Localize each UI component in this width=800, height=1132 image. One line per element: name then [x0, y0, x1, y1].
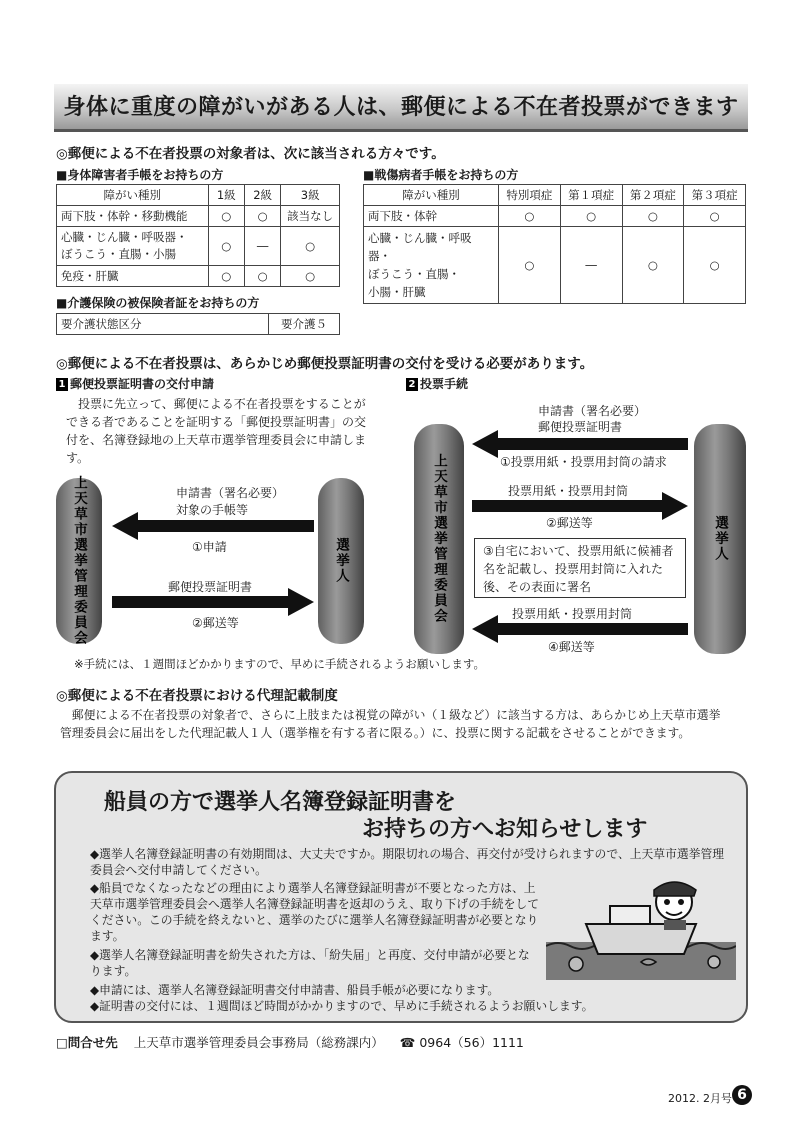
- arrow-step: ①申請: [192, 540, 227, 554]
- table-header: 障がい種別: [57, 185, 209, 206]
- table-cell: 両下肢・体幹: [364, 206, 499, 227]
- table-header: 第１項症: [560, 185, 622, 206]
- table-cell: 要介護状態区分: [57, 314, 269, 335]
- table-cell: ○: [622, 227, 684, 304]
- table-cell: 両下肢・体幹・移動機能: [57, 206, 209, 227]
- step1-voter-pillar: [318, 478, 364, 644]
- table-cell: 要介護５: [269, 314, 340, 335]
- step3-box: ③自宅において、投票用紙に候補者名を記載し、投票用封筒に入れた後、その表面に署名: [474, 538, 686, 598]
- pillar-label: 選挙人: [712, 515, 728, 563]
- table-header: 第２項症: [622, 185, 684, 206]
- notice-item: ◆選挙人名簿登録証明書を紛失された方は、「紛失届」と再度、交付申請が必要となります。: [90, 948, 530, 978]
- care-table: [56, 313, 340, 335]
- table-cell: ○: [499, 206, 561, 227]
- pillar-label: 選挙人: [333, 537, 349, 585]
- contact-office: 上天草市選挙管理委員会事務局（総務課内）: [133, 1035, 384, 1050]
- step2-heading: [406, 375, 468, 392]
- table-header: 第３項症: [684, 185, 746, 206]
- arrow-step: ②郵送等: [192, 616, 239, 630]
- table-cell: ○: [208, 227, 244, 266]
- notice-title-line1: 船員の方で選挙人名簿登録証明書を: [104, 790, 457, 815]
- table-cell: ○: [684, 227, 746, 304]
- step1-committee-pillar: [56, 475, 102, 647]
- step1-title: 郵便投票証明書の交付申請: [70, 377, 215, 391]
- war-table-caption: ■戦傷病者手帳をお持ちの方: [363, 168, 519, 182]
- table-cell: ○: [244, 206, 280, 227]
- table-cell: ○: [560, 206, 622, 227]
- contact-line: [56, 1033, 524, 1051]
- disability-table-caption: ■身体障害者手帳をお持ちの方: [56, 168, 224, 182]
- table-cell: ○: [281, 227, 340, 266]
- step-number-badge: 2: [406, 378, 418, 391]
- arrow-label: 申請書（署名必要）: [176, 486, 285, 500]
- step2-title: 投票手続: [420, 377, 469, 391]
- arrow-step: ①投票用紙・投票用封筒の請求: [500, 455, 667, 469]
- arrow-label: 申請書（署名必要）: [538, 404, 647, 418]
- table-cell: 心臓・じん臓・呼吸器・ ぼうこう・直腸・ 小腸・肝臓: [364, 227, 499, 304]
- notice-item: ◆船員でなくなったなどの理由により選挙人名簿登録証明書が不要となった方は、上天草市選挙管理委員会へ選挙人名簿登録証明書を返却のうえ、取り下げの手続をしてください。この手続を終えないと、選挙のたびに選挙人名簿登録証明書が必要となります。: [90, 881, 539, 943]
- notice-item: ◆選挙人名簿登録証明書の有効期間は、大丈夫ですか。期限切れの場合、再交付が受けられますので、上天草市選挙管理委員会へ交付申請してください。: [90, 847, 725, 877]
- arrow-label: 対象の手帳等: [176, 503, 249, 517]
- table-cell: ○: [208, 206, 244, 227]
- table-header: 特別項症: [499, 185, 561, 206]
- step2-voter-pillar: [694, 424, 746, 654]
- table-cell: 心臓・じん臓・呼吸器・ ぼうこう・直腸・小腸: [57, 227, 209, 266]
- war-table: [363, 184, 746, 304]
- table-cell: ○: [244, 266, 280, 287]
- sailor-boat-illustration: [546, 872, 736, 980]
- table-cell: ―: [560, 227, 622, 304]
- table-cell: 免疫・肝臓: [57, 266, 209, 287]
- table-cell: ○: [622, 206, 684, 227]
- step-number-badge: 1: [56, 378, 68, 391]
- step1-text: 投票に先立って、郵便による不在者投票をすることができる者であることを証明する「郵便投票証明書」の交付を、名簿登録地の上天草市選挙管理委員会に申請します。: [66, 397, 367, 465]
- notice-item: ◆証明書の交付には、１週間ほど時間がかかりますので、早めに手続されるようお願いします。: [90, 999, 594, 1013]
- left-arrow: [112, 512, 314, 540]
- pillar-label: 上天草市選挙管理委員会: [71, 475, 87, 647]
- phone-icon: ☎: [399, 1035, 416, 1050]
- contact-label: □問合せ先: [56, 1035, 118, 1050]
- section3-text: 郵便による不在者投票の対象者で、さらに上肢または視覚の障がい（１級など）に該当する方は、あらかじめ上天草市選挙管理委員会に届出をした代理記載人１人（選挙権を有する者に限る。）に、投票に関する記載をさせることができます。: [60, 708, 721, 740]
- right-arrow: [112, 588, 314, 616]
- arrow-step: ④郵送等: [548, 640, 595, 654]
- arrow-label: 投票用紙・投票用封筒: [508, 484, 629, 498]
- procedure-note: ※手続には、１週間ほどかかりますので、早めに手続されるようお願いします。: [74, 657, 485, 671]
- table-cell: ―: [244, 227, 280, 266]
- table-cell: ○: [499, 227, 561, 304]
- section1-heading: ◎郵便による不在者投票の対象者は、次に該当される方々です。: [56, 146, 445, 162]
- table-cell: ○: [684, 206, 746, 227]
- section2-heading: ◎郵便による不在者投票は、あらかじめ郵便投票証明書の交付を受ける必要があります。: [56, 356, 594, 372]
- table-cell: ○: [281, 266, 340, 287]
- table-cell: 該当なし: [281, 206, 340, 227]
- arrow-label: 郵便投票証明書: [168, 580, 253, 594]
- care-table-caption: ■介護保険の被保険者証をお持ちの方: [56, 296, 260, 310]
- table-header: 2級: [244, 185, 280, 206]
- arrow-label: 郵便投票証明書: [538, 420, 623, 434]
- table-header: 1級: [208, 185, 244, 206]
- step1-heading: [56, 375, 214, 392]
- arrow-label: 投票用紙・投票用封筒: [512, 607, 633, 621]
- disability-table: [56, 184, 340, 287]
- table-header: 障がい種別: [364, 185, 499, 206]
- table-cell: ○: [208, 266, 244, 287]
- arrow-step: ②郵送等: [546, 516, 593, 530]
- section3-heading: ◎郵便による不在者投票における代理記載制度: [56, 688, 338, 704]
- contact-phone: 0964（56）1111: [419, 1035, 524, 1050]
- table-header: 3級: [281, 185, 340, 206]
- pillar-label: 上天草市選挙管理委員会: [431, 453, 447, 625]
- page-number: 6: [732, 1085, 752, 1105]
- step2-committee-pillar: [414, 424, 464, 654]
- footer-issue: 2012. 2月号: [668, 1092, 732, 1105]
- notice-item: ◆申請には、選挙人名簿登録証明書交付申請書、船員手帳が必要になります。: [90, 983, 500, 997]
- notice-title-line2: お持ちの方へお知らせします: [362, 817, 648, 842]
- page-title: 身体に重度の障がいがある人は、郵便による不在者投票ができます: [63, 95, 739, 120]
